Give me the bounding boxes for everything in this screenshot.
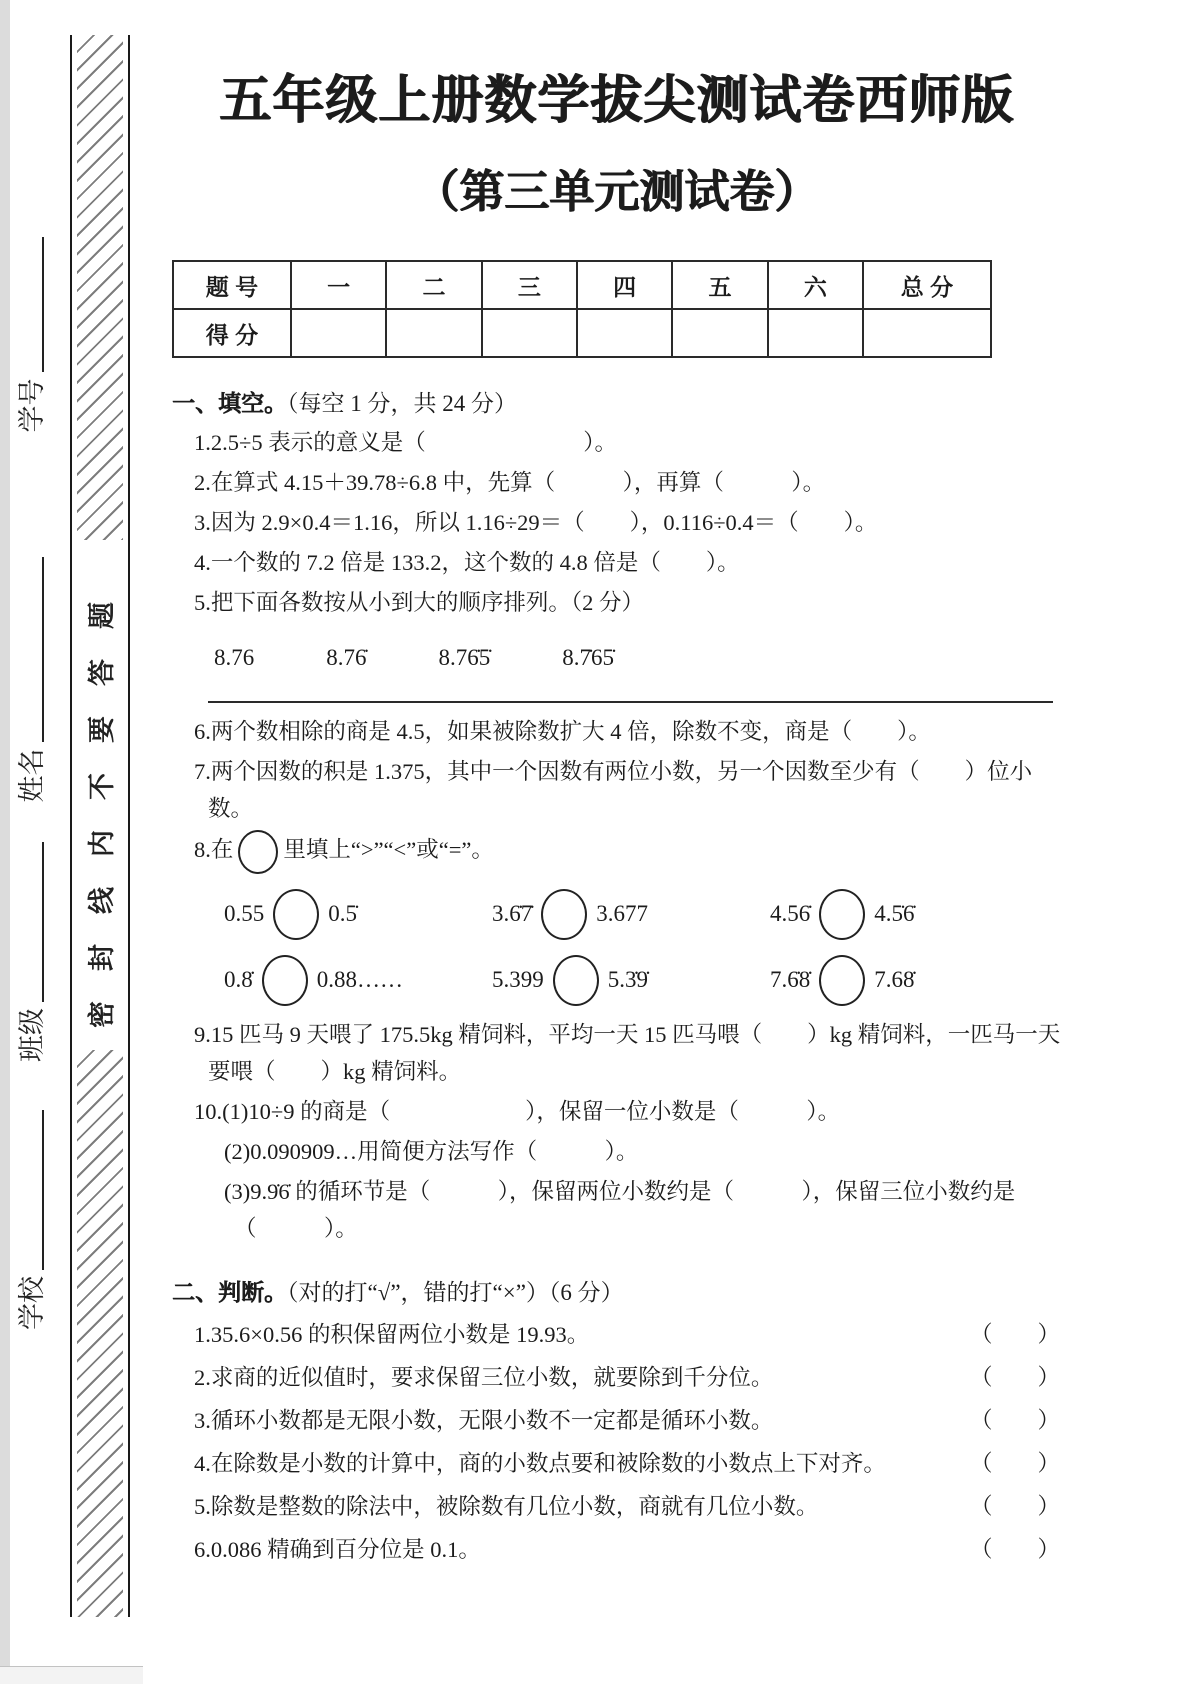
score-header-cell: 二 (386, 261, 481, 309)
score-cell-empty (482, 309, 577, 357)
school-blank-line (36, 1110, 44, 1270)
comparison-row (172, 954, 1062, 1006)
judge-answer-paren: （ ） (969, 1494, 1060, 1519)
judge-item-text: 6.0.086 精确到百分位是 0.1。 (194, 1537, 481, 1562)
judge-item (172, 1359, 1062, 1396)
question-4: 4.一个数的 7.2 倍是 133.2，这个数的 4.8 倍是（ ）。 (194, 550, 740, 575)
circle-blank (238, 830, 278, 874)
hatch-pattern-bottom (77, 1050, 123, 1617)
exam-content (172, 58, 1062, 1568)
score-header-cell: 四 (577, 261, 672, 309)
comparison-right: 7.68̇ (874, 967, 915, 992)
comparison-group (492, 889, 770, 940)
score-header-cell: 总 分 (863, 261, 991, 309)
judge-item-text: 4.在除数是小数的计算中，商的小数点要和被除数的小数点上下对齐。 (194, 1451, 886, 1476)
circle-blank (541, 889, 587, 940)
judge-item-text: 1.35.6×0.56 的积保留两位小数是 19.93。 (194, 1322, 590, 1347)
circle-blank (819, 955, 865, 1006)
question-8-pre: 8.在 (194, 837, 234, 863)
class-label (13, 807, 49, 1097)
comparison-left: 4.56̇ (770, 901, 811, 926)
score-header-cell: 六 (768, 261, 863, 309)
score-cell-empty (577, 309, 672, 357)
circle-blank (262, 955, 308, 1006)
judge-item-text: 5.除数是整数的除法中，被除数有几位小数，商就有几位小数。 (194, 1494, 819, 1519)
page-bottom-edge (0, 1666, 143, 1684)
section-heading-judge (172, 1275, 1062, 1310)
number-item: 8.76 (214, 645, 255, 670)
score-table-score-row (173, 309, 991, 357)
student-name-blank-line (36, 558, 44, 743)
comparison-group (224, 889, 492, 940)
comparison-group (770, 955, 1062, 1006)
student-name-label (13, 535, 49, 825)
judge-item (172, 1488, 1062, 1525)
question-7: 7.两个因数的积是 1.375，其中一个因数有两位小数，另一个因数至少有（ ）位小数。 (194, 759, 1033, 821)
section-fill-note: （每空 1 分，共 24 分） (287, 391, 517, 416)
comparison-right: 0.5̇ (328, 901, 357, 926)
judge-item-text: 3.循环小数都是无限小数，无限小数不一定都是循环小数。 (194, 1408, 774, 1433)
school-text: 学校 (17, 1276, 47, 1330)
judge-answer-paren: （ ） (969, 1365, 1060, 1390)
judge-item (172, 1402, 1062, 1439)
comparison-right: 5.3̇9̇ (607, 967, 648, 992)
comparison-group (492, 955, 770, 1006)
section-judge-label: 二、判断。 (172, 1279, 287, 1305)
student-id-blank-line (36, 238, 44, 373)
hatch-pattern-top (77, 35, 123, 540)
score-cell-empty (863, 309, 991, 357)
comparison-row (172, 888, 1062, 940)
comparison-left: 0.55 (224, 901, 265, 926)
score-row-label: 得 分 (173, 309, 291, 357)
class-blank-line (36, 842, 44, 1002)
page-title: 五年级上册数学拔尖测试卷西师版 (219, 72, 1015, 130)
judge-item (172, 1531, 1062, 1568)
comparison-left: 5.399 (492, 967, 544, 992)
score-table (172, 260, 992, 358)
school-label (13, 1075, 49, 1365)
seal-line-column (70, 35, 130, 1617)
circle-blank (553, 955, 599, 1006)
comparison-right: 0.88…… (316, 967, 403, 992)
judge-answer-paren: （ ） (969, 1408, 1060, 1433)
circle-blank (819, 889, 865, 940)
comparison-left: 7.6̇8̇ (770, 967, 811, 992)
circle-blank (273, 889, 319, 940)
score-header-cell: 题 号 (173, 261, 291, 309)
question-8 (172, 830, 1062, 874)
number-item: 8.76̇5̇ (438, 645, 491, 670)
question-10-part-2: (2)0.090909…用简便方法写作（ ）。 (224, 1139, 639, 1164)
question-1: 1.2.5÷5 表示的意义是（ ）。 (194, 430, 617, 455)
section-judge-note: （对的打“√”，错的打“×”）（6 分） (287, 1280, 624, 1305)
page-subtitle: （第三单元测试卷） (414, 166, 820, 217)
comparison-right: 4.5̇6̇ (874, 901, 915, 926)
question-3: 3.因为 2.9×0.4＝1.16，所以 1.16÷29＝（ ），0.116÷0.4＝（ ）。 (194, 510, 878, 535)
question-10-part-1: 10.(1)10÷9 的商是（ ），保留一位小数是（ ）。 (194, 1099, 841, 1124)
answer-line (208, 701, 1053, 703)
comparison-right: 3.677 (596, 901, 648, 926)
section-fill-label: 一、填空。 (172, 390, 287, 416)
judge-answer-paren: （ ） (969, 1537, 1060, 1562)
question-10-part-3: (3)9.9̇6̇ 的循环节是（ ），保留两位小数约是（ ），保留三位小数约是（ ）。 (224, 1179, 1016, 1241)
student-name-text: 姓名 (17, 748, 47, 803)
comparison-left: 0.8̇ (224, 967, 253, 992)
comparison-group (224, 955, 492, 1006)
question-5-numbers (172, 633, 1062, 671)
question-9: 9.15 匹马 9 天喂了 175.5kg 精饲料，平均一天 15 匹马喂（ ）kg 精饲料，一匹马一天要喂（ ）kg 精饲料。 (194, 1022, 1061, 1084)
score-table-header-row (173, 261, 991, 309)
page-left-edge (0, 0, 10, 1684)
section-heading-fill (172, 386, 1062, 421)
judge-item-text: 2.求商的近似值时，要求保留三位小数，就要除到千分位。 (194, 1365, 774, 1390)
student-id-text: 学号 (17, 378, 47, 433)
question-2: 2.在算式 4.15＋39.78÷6.8 中，先算（ ），再算（ ）。 (194, 470, 826, 495)
judge-answer-paren: （ ） (969, 1322, 1060, 1347)
score-cell-empty (672, 309, 767, 357)
seal-warning-text: 密封线内不要答题 (87, 572, 117, 1028)
number-item: 8.76̇ (326, 645, 367, 670)
question-8-post: 里填上“>”“<”或“=”。 (283, 837, 494, 863)
score-header-cell: 五 (672, 261, 767, 309)
question-5: 5.把下面各数按从小到大的顺序排列。（2 分） (194, 590, 645, 615)
judge-item (172, 1445, 1062, 1482)
score-header-cell: 一 (291, 261, 386, 309)
score-cell-empty (386, 309, 481, 357)
score-cell-empty (768, 309, 863, 357)
score-header-cell: 三 (482, 261, 577, 309)
class-text: 班级 (17, 1008, 47, 1062)
judge-answer-paren: （ ） (969, 1451, 1060, 1476)
score-cell-empty (291, 309, 386, 357)
question-6: 6.两个数相除的商是 4.5，如果被除数扩大 4 倍，除数不变，商是（ ）。 (194, 719, 931, 744)
comparison-left: 3.6̇7̇ (492, 901, 533, 926)
comparison-group (770, 889, 1062, 940)
student-id-label (13, 190, 49, 480)
judge-item (172, 1316, 1062, 1353)
number-item: 8.7̇65̇ (562, 645, 614, 670)
